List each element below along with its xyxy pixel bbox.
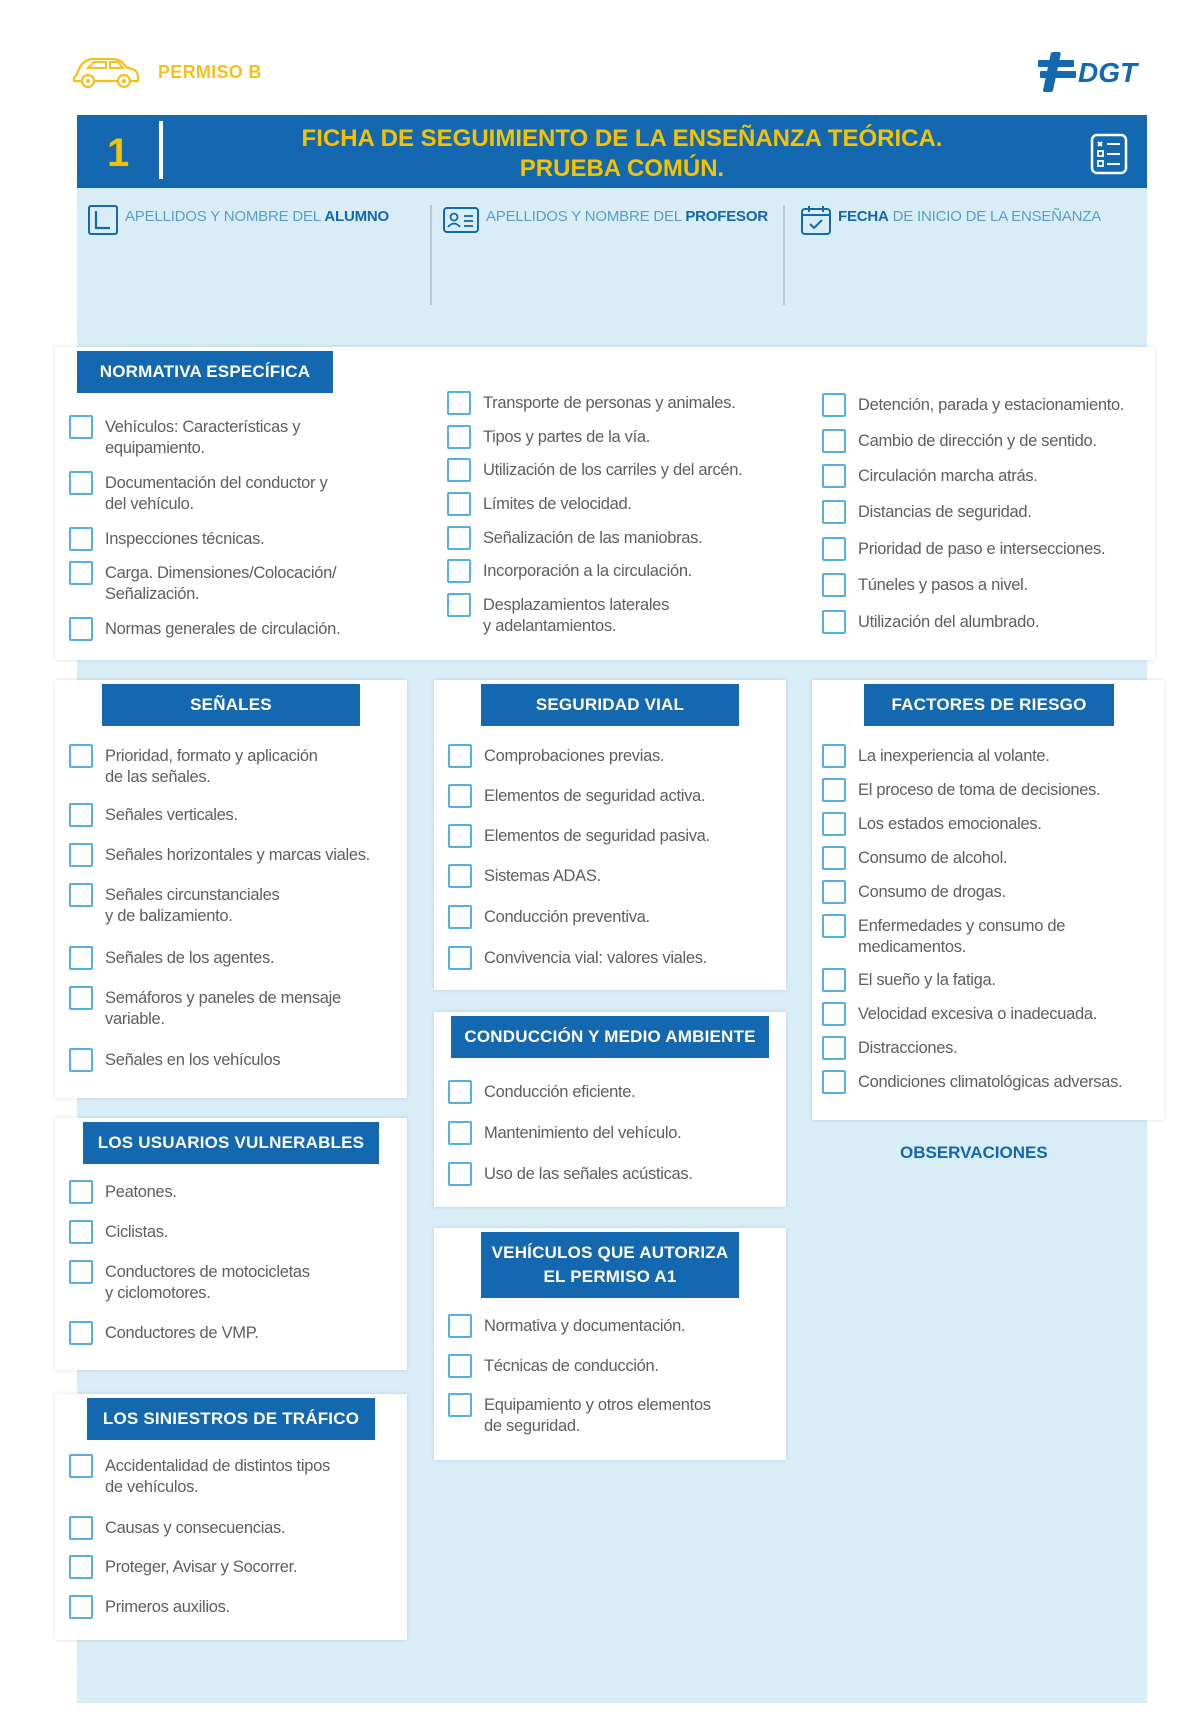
checkbox[interactable] [447, 559, 471, 583]
checklist-item-label: Desplazamientos laterales y adelantamientos. [483, 596, 670, 635]
checkbox[interactable] [822, 1002, 846, 1026]
checklist-item-label: Señales horizontales y marcas viales. [105, 846, 370, 864]
checklist-item-label: Enfermedades y consumo de medicamentos. [858, 917, 1066, 956]
checkbox[interactable] [822, 573, 846, 597]
checklist-item[interactable] [858, 848, 1158, 869]
checklist-item-label: Prioridad de paso e intersecciones. [858, 540, 1106, 558]
checkbox[interactable] [69, 1555, 93, 1579]
checklist-item[interactable] [484, 1082, 779, 1103]
checklist-item-label: Comprobaciones previas. [484, 747, 665, 765]
checkbox[interactable] [822, 429, 846, 453]
checklist-item-label: Carga. Dimensiones/Colocación/ Señalización. [105, 564, 337, 603]
checkbox[interactable] [69, 946, 93, 970]
checklist-item-label: Transporte de personas y animales. [483, 394, 736, 412]
checkbox[interactable] [447, 492, 471, 516]
checklist-item[interactable] [858, 575, 1153, 596]
checklist-item-label: Túneles y pasos a nivel. [858, 576, 1028, 594]
checklist-item-label: Documentación del conductor y del vehículo. [105, 474, 328, 513]
checkbox[interactable] [822, 778, 846, 802]
checkbox[interactable] [822, 914, 846, 938]
id-card-icon [442, 204, 480, 236]
checkbox[interactable] [822, 744, 846, 768]
senales-heading: SEÑALES [102, 684, 360, 726]
a1-heading-line1: VEHÍCULOS QUE AUTORIZA [491, 1243, 729, 1262]
checklist-item-label: Peatones. [105, 1183, 177, 1201]
normativa-card [55, 347, 1155, 660]
checklist-item-label: Distancias de seguridad. [858, 503, 1032, 521]
a1-card [434, 1228, 786, 1460]
checklist-item-label: Sistemas ADAS. [484, 867, 601, 885]
checklist-item-label: Detención, parada y estacionamiento. [858, 396, 1125, 414]
checklist-item[interactable] [858, 466, 1153, 487]
student-name-label: APELLIDOS Y NOMBRE DEL ALUMNO [125, 208, 389, 225]
checklist-item[interactable] [484, 948, 779, 969]
checklist-item-label: Prioridad, formato y aplicación de las señales. [105, 747, 318, 786]
checkbox[interactable] [822, 1070, 846, 1094]
siniestros-card [55, 1394, 407, 1640]
checklist-item[interactable] [484, 907, 779, 928]
checklist-item[interactable] [858, 539, 1153, 560]
checkbox[interactable] [69, 1048, 93, 1072]
checklist-item[interactable] [858, 502, 1153, 523]
checklist-item[interactable] [105, 1182, 400, 1203]
checkbox[interactable] [447, 526, 471, 550]
checkbox[interactable] [69, 1516, 93, 1540]
teacher-name-label: APELLIDOS Y NOMBRE DEL PROFESOR [486, 208, 768, 225]
checkbox[interactable] [822, 464, 846, 488]
checklist-item-label: Incorporación a la circulación. [483, 562, 692, 580]
dgt-logo [1038, 48, 1150, 96]
checklist-item[interactable] [484, 1123, 779, 1144]
checkbox[interactable] [448, 1121, 472, 1145]
checklist-item[interactable] [484, 866, 779, 887]
checkbox[interactable] [448, 824, 472, 848]
start-date-field[interactable] [800, 200, 1140, 310]
checklist-item-label: El sueño y la fatiga. [858, 971, 996, 989]
student-name-field[interactable] [87, 200, 427, 310]
checklist-item[interactable] [105, 619, 395, 640]
page-title [197, 124, 1047, 184]
checklist-item[interactable] [105, 529, 395, 550]
checkbox[interactable] [448, 1080, 472, 1104]
ambiente-card [434, 1012, 786, 1207]
checklist-item-label: Conductores de VMP. [105, 1324, 259, 1342]
checkbox[interactable] [69, 561, 93, 585]
checklist-item[interactable] [858, 1072, 1158, 1093]
checkbox[interactable] [69, 1180, 93, 1204]
checklist-item-label: Señalización de las maniobras. [483, 529, 703, 547]
vulnerables-card [55, 1118, 407, 1370]
checkbox[interactable] [448, 784, 472, 808]
page-title-line1: FICHA DE SEGUIMIENTO DE LA ENSEÑANZA TEÓRICA. [301, 125, 943, 152]
checkbox[interactable] [448, 1162, 472, 1186]
checklist-item-label: La inexperiencia al volante. [858, 747, 1050, 765]
checklist-item[interactable] [484, 826, 779, 847]
checklist-item[interactable] [105, 746, 400, 788]
checklist-item-label: Semáforos y paneles de mensaje variable. [105, 989, 341, 1028]
checklist-item[interactable] [858, 970, 1158, 991]
checklist-item-label: Los estados emocionales. [858, 815, 1042, 833]
checklist-item[interactable] [105, 1262, 400, 1304]
checklist-item[interactable] [105, 1456, 400, 1498]
checkbox[interactable] [448, 744, 472, 768]
checklist-item[interactable] [484, 746, 779, 767]
sheet-number: 1 [107, 131, 130, 175]
checkbox[interactable] [448, 905, 472, 929]
checkbox[interactable] [822, 846, 846, 870]
checkbox[interactable] [448, 946, 472, 970]
checklist-item-label: Distracciones. [858, 1039, 958, 1057]
checklist-item[interactable] [483, 460, 803, 481]
factores-card [812, 680, 1164, 1120]
checklist-item-label: Utilización del alumbrado. [858, 613, 1040, 631]
seguridad-heading: SEGURIDAD VIAL [481, 684, 739, 726]
start-date-label: FECHA DE INICIO DE LA ENSEÑANZA [838, 208, 1102, 225]
checklist-item[interactable] [105, 1557, 400, 1578]
checklist-item-label: Conducción eficiente. [484, 1083, 636, 1101]
field-divider [783, 205, 785, 305]
checkbox[interactable] [69, 986, 93, 1010]
checklist-item[interactable] [105, 948, 400, 969]
page-title-line2: PRUEBA COMÚN. [519, 155, 725, 182]
checklist-item-label: Vehículos: Características y equipamiento. [105, 418, 301, 457]
siniestros-heading: LOS SINIESTROS DE TRÁFICO [87, 1398, 375, 1440]
checklist-item[interactable] [483, 528, 803, 549]
checklist-item-label: Cambio de dirección y de sentido. [858, 432, 1097, 450]
checklist-item-label: Elementos de seguridad pasiva. [484, 827, 710, 845]
calendar-icon [800, 204, 832, 236]
checklist-item-label: Accidentalidad de distintos tipos de vehículos. [105, 1457, 330, 1496]
banner-divider [159, 121, 163, 179]
checklist-item-label: Mantenimiento del vehículo. [484, 1124, 682, 1142]
checklist-item[interactable] [484, 786, 779, 807]
senales-card [55, 680, 407, 1098]
factores-heading: FACTORES DE RIESGO [864, 684, 1114, 726]
checklist-item[interactable] [105, 1222, 400, 1243]
checkbox[interactable] [69, 883, 93, 907]
checklist-item-label: Utilización de los carriles y del arcén. [483, 461, 743, 479]
checklist-item-label: Consumo de alcohol. [858, 849, 1008, 867]
checkbox[interactable] [447, 593, 471, 617]
checklist-item[interactable] [858, 916, 1158, 958]
checklist-item-label: Proteger, Avisar y Socorrer. [105, 1558, 298, 1576]
checklist-item-label: Velocidad excesiva o inadecuada. [858, 1005, 1097, 1023]
checkbox[interactable] [822, 968, 846, 992]
checklist-item[interactable] [105, 473, 395, 515]
checklist-item-label: Señales de los agentes. [105, 949, 275, 967]
checklist-item[interactable] [484, 1316, 779, 1337]
checkbox[interactable] [822, 1036, 846, 1060]
checklist-item[interactable] [105, 1323, 400, 1344]
checklist-item-label: Señales circunstanciales y de balizamiento. [105, 886, 280, 925]
checkbox[interactable] [69, 471, 93, 495]
seguridad-card [434, 680, 786, 990]
license-type-label: PERMISO B [158, 62, 262, 82]
checkbox[interactable] [822, 880, 846, 904]
checkbox[interactable] [448, 1314, 472, 1338]
checkbox[interactable] [69, 1321, 93, 1345]
checklist-item[interactable] [483, 427, 803, 448]
checklist-item-label: Convivencia vial: valores viales. [484, 949, 708, 967]
checklist-item[interactable] [483, 494, 803, 515]
checkbox[interactable] [447, 425, 471, 449]
checklist-item-label: Conductores de motocicletas y ciclomotores. [105, 1263, 310, 1302]
checklist-item[interactable] [858, 395, 1153, 416]
checklist-icon [1089, 132, 1129, 176]
checkbox[interactable] [822, 500, 846, 524]
page-header [0, 0, 1200, 112]
normativa-heading: NORMATIVA ESPECÍFICA [77, 351, 333, 393]
checklist-item-label: Conducción preventiva. [484, 908, 650, 926]
checklist-item-label: Uso de las señales acústicas. [484, 1165, 693, 1183]
checklist-item-label: El proceso de toma de decisiones. [858, 781, 1101, 799]
title-banner [77, 115, 1147, 188]
checkbox[interactable] [69, 803, 93, 827]
checklist-item[interactable] [105, 1597, 400, 1618]
checklist-item[interactable] [484, 1395, 779, 1437]
checklist-item[interactable] [483, 393, 803, 414]
checkbox[interactable] [69, 527, 93, 551]
checkbox[interactable] [822, 812, 846, 836]
a1-heading [481, 1232, 739, 1298]
checkbox[interactable] [822, 537, 846, 561]
checklist-item-label: Señales en los vehículos [105, 1051, 281, 1069]
checklist-item[interactable] [105, 1518, 400, 1539]
checklist-item[interactable] [483, 561, 803, 582]
checklist-item-label: Señales verticales. [105, 806, 238, 824]
checklist-item[interactable] [105, 988, 400, 1030]
checkbox[interactable] [448, 864, 472, 888]
checkbox[interactable] [69, 415, 93, 439]
checkbox[interactable] [69, 1220, 93, 1244]
checklist-item[interactable] [858, 814, 1158, 835]
checkbox[interactable] [447, 458, 471, 482]
checklist-item[interactable] [483, 595, 803, 637]
checkbox[interactable] [69, 1454, 93, 1478]
checkbox[interactable] [448, 1354, 472, 1378]
checkbox[interactable] [69, 1595, 93, 1619]
checklist-item-label: Normas generales de circulación. [105, 620, 341, 638]
checklist-item[interactable] [858, 882, 1158, 903]
student-icon [87, 204, 119, 236]
ambiente-heading: CONDUCCIÓN Y MEDIO AMBIENTE [451, 1016, 769, 1058]
checklist-item-label: Normativa y documentación. [484, 1317, 686, 1335]
checklist-item-label: Equipamiento y otros elementos de seguridad. [484, 1396, 711, 1435]
checklist-item[interactable] [858, 431, 1153, 452]
checkbox[interactable] [447, 391, 471, 415]
a1-heading-line2: EL PERMISO A1 [543, 1267, 677, 1286]
checklist-item-label: Ciclistas. [105, 1223, 169, 1241]
checklist-item-label: Tipos y partes de la vía. [483, 428, 651, 446]
checklist-item-label: Condiciones climatológicas adversas. [858, 1073, 1123, 1091]
checklist-item[interactable] [858, 780, 1158, 801]
checklist-item-label: Inspecciones técnicas. [105, 530, 265, 548]
checklist-item[interactable] [858, 1004, 1158, 1025]
checklist-item-label: Causas y consecuencias. [105, 1519, 286, 1537]
checklist-item[interactable] [484, 1164, 779, 1185]
checkbox[interactable] [69, 843, 93, 867]
checkbox[interactable] [69, 744, 93, 768]
checklist-item[interactable] [105, 885, 400, 927]
checklist-item[interactable] [484, 1356, 779, 1377]
checklist-item[interactable] [105, 1050, 400, 1071]
checklist-item-label: Consumo de drogas. [858, 883, 1006, 901]
checkbox[interactable] [69, 617, 93, 641]
checklist-item-label: Primeros auxilios. [105, 1598, 230, 1616]
observaciones-label: OBSERVACIONES [900, 1143, 1048, 1162]
dgt-logo-text: DGT [1078, 57, 1138, 88]
checklist-item-label: Técnicas de conducción. [484, 1357, 659, 1375]
checkbox[interactable] [822, 393, 846, 417]
vulnerables-heading: LOS USUARIOS VULNERABLES [83, 1122, 379, 1164]
checklist-item[interactable] [858, 612, 1153, 633]
checkbox[interactable] [69, 1260, 93, 1284]
checkbox[interactable] [448, 1393, 472, 1417]
checklist-item-label: Elementos de seguridad activa. [484, 787, 706, 805]
checklist-item[interactable] [105, 845, 400, 866]
checklist-item[interactable] [105, 805, 400, 826]
checklist-item-label: Límites de velocidad. [483, 495, 632, 513]
checklist-item-label: Circulación marcha atrás. [858, 467, 1038, 485]
checklist-item[interactable] [105, 417, 395, 459]
checklist-item[interactable] [105, 563, 395, 605]
field-divider [430, 205, 432, 305]
teacher-name-field[interactable] [442, 200, 782, 310]
checkbox[interactable] [822, 610, 846, 634]
car-icon [70, 50, 142, 90]
checklist-item[interactable] [858, 1038, 1158, 1059]
checklist-item[interactable] [858, 746, 1158, 767]
